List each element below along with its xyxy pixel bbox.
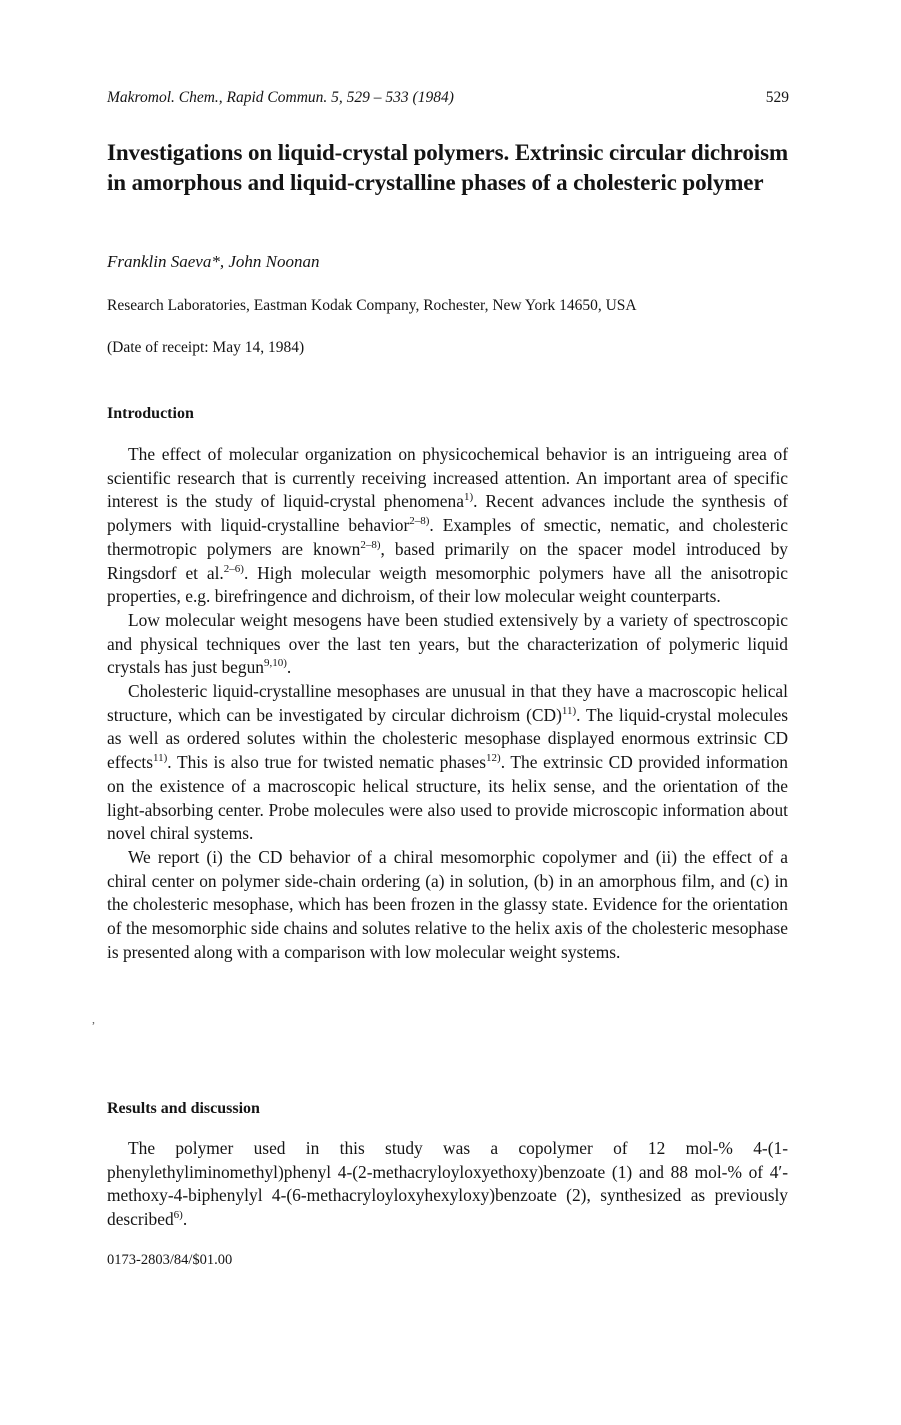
results-body — [107, 1137, 788, 1232]
reference-superscript: 2–6) — [223, 562, 244, 575]
journal-citation: Makromol. Chem., Rapid Commun. 5, 529 – 533 (1984) — [107, 89, 454, 106]
intro-paragraph-4: We report (i) the CD behavior of a chiral mesomorphic copolymer and (ii) the effect of a chiral center on polymer side-chain ordering (a) in solution, (b) in an amorphous film, and (c) in the cholesteric mesophase, which has been frozen in the glassy state. Evidence for the orientation of the mesomorphic side chains and solutes relative to the helix axis of the cholesteric mesophase is presented along with a comparison with low molecular weight systems. — [107, 846, 788, 962]
reference-superscript: 12) — [486, 752, 501, 765]
reference-superscript: 11) — [153, 752, 168, 765]
affiliation: Research Laboratories, Eastman Kodak Company, Rochester, New York 14650, USA — [107, 297, 637, 314]
intro-paragraph-2: Low molecular weight mesogens have been studied extensively by a variety of spectroscopic and physical techniques over the last ten years, but the characterization of polymeric liquid crystals has just begun$^{9,10)}$. — [107, 609, 788, 678]
introduction-body — [107, 443, 788, 964]
page-number: 529 — [765, 89, 789, 106]
article-title: Investigations on liquid-crystal polymers. Extrinsic circular dichroism in amorphous and liquid-crystalline phases of a cholesteric polymer — [107, 140, 789, 195]
margin-mark: , — [92, 1012, 95, 1026]
reference-superscript: 6) — [173, 1209, 183, 1222]
results-heading: Results and discussion — [107, 1100, 260, 1117]
reference-superscript: 2–8) — [409, 515, 430, 528]
reference-superscript: 11) — [561, 704, 577, 717]
authors: Franklin Saeva*, John Noonan — [107, 252, 320, 271]
copyright-code: 0173-2803/84/$01.00 — [107, 1252, 233, 1268]
reference-superscript: 2–8) — [360, 539, 381, 552]
receipt-date: (Date of receipt: May 14, 1984) — [107, 339, 305, 356]
results-paragraph-1: The polymer used in this study was a copolymer of 12 mol-% 4-(1-phenylethyliminomethyl)phenyl 4-(2-methacryloyloxyethoxy)benzoate (1) and 88 mol-% of 4′-methoxy-4-biphenylyl 4-(6-methacryloyloxyhexyloxy)benzoate (2), synthesized as previously described$^{6)}$. — [107, 1138, 788, 1230]
intro-paragraph-1: The effect of molecular organization on physicochemical behavior is an intrigueing area of scientific research that is currently receiving increased attention. An important area of specific interest is the study of liquid-crystal phenomena$^{1)}$. Recent advances include the synthesis of polymers with liquid-crystalline behavior$^{2-8)}$. Examples of smectic, nematic, and cholesteric thermotropic polymers are known$^{2-8)}$, based primarily on the spacer model introduced by Ringsdorf et al.$^{2-6)}$. High molecular weigth mesomorphic polymers have all the anisotropic properties, e.g. birefringence and dichroism, of their low molecular weight counterparts. — [107, 444, 788, 607]
reference-superscript: 9,10) — [263, 657, 287, 670]
intro-paragraph-3: Cholesteric liquid-crystalline mesophases are unusual in that they have a macroscopic helical structure, which can be investigated by circular dichroism (CD)$^{11)}$. The liquid-crystal molecules as well as ordered solutes within the cholesteric mesophase displayed enormous extrinsic CD effects$^{11)}$. This is also true for twisted nematic phases$^{12)}$. The extrinsic CD provided information on the existence of a macroscopic helical structure, its helix sense, and the orientation of the light-absorbing center. Probe molecules were also used to provide microscopic information about novel chiral systems. — [107, 681, 788, 844]
introduction-heading: Introduction — [107, 405, 194, 422]
reference-superscript: 1) — [463, 491, 474, 504]
